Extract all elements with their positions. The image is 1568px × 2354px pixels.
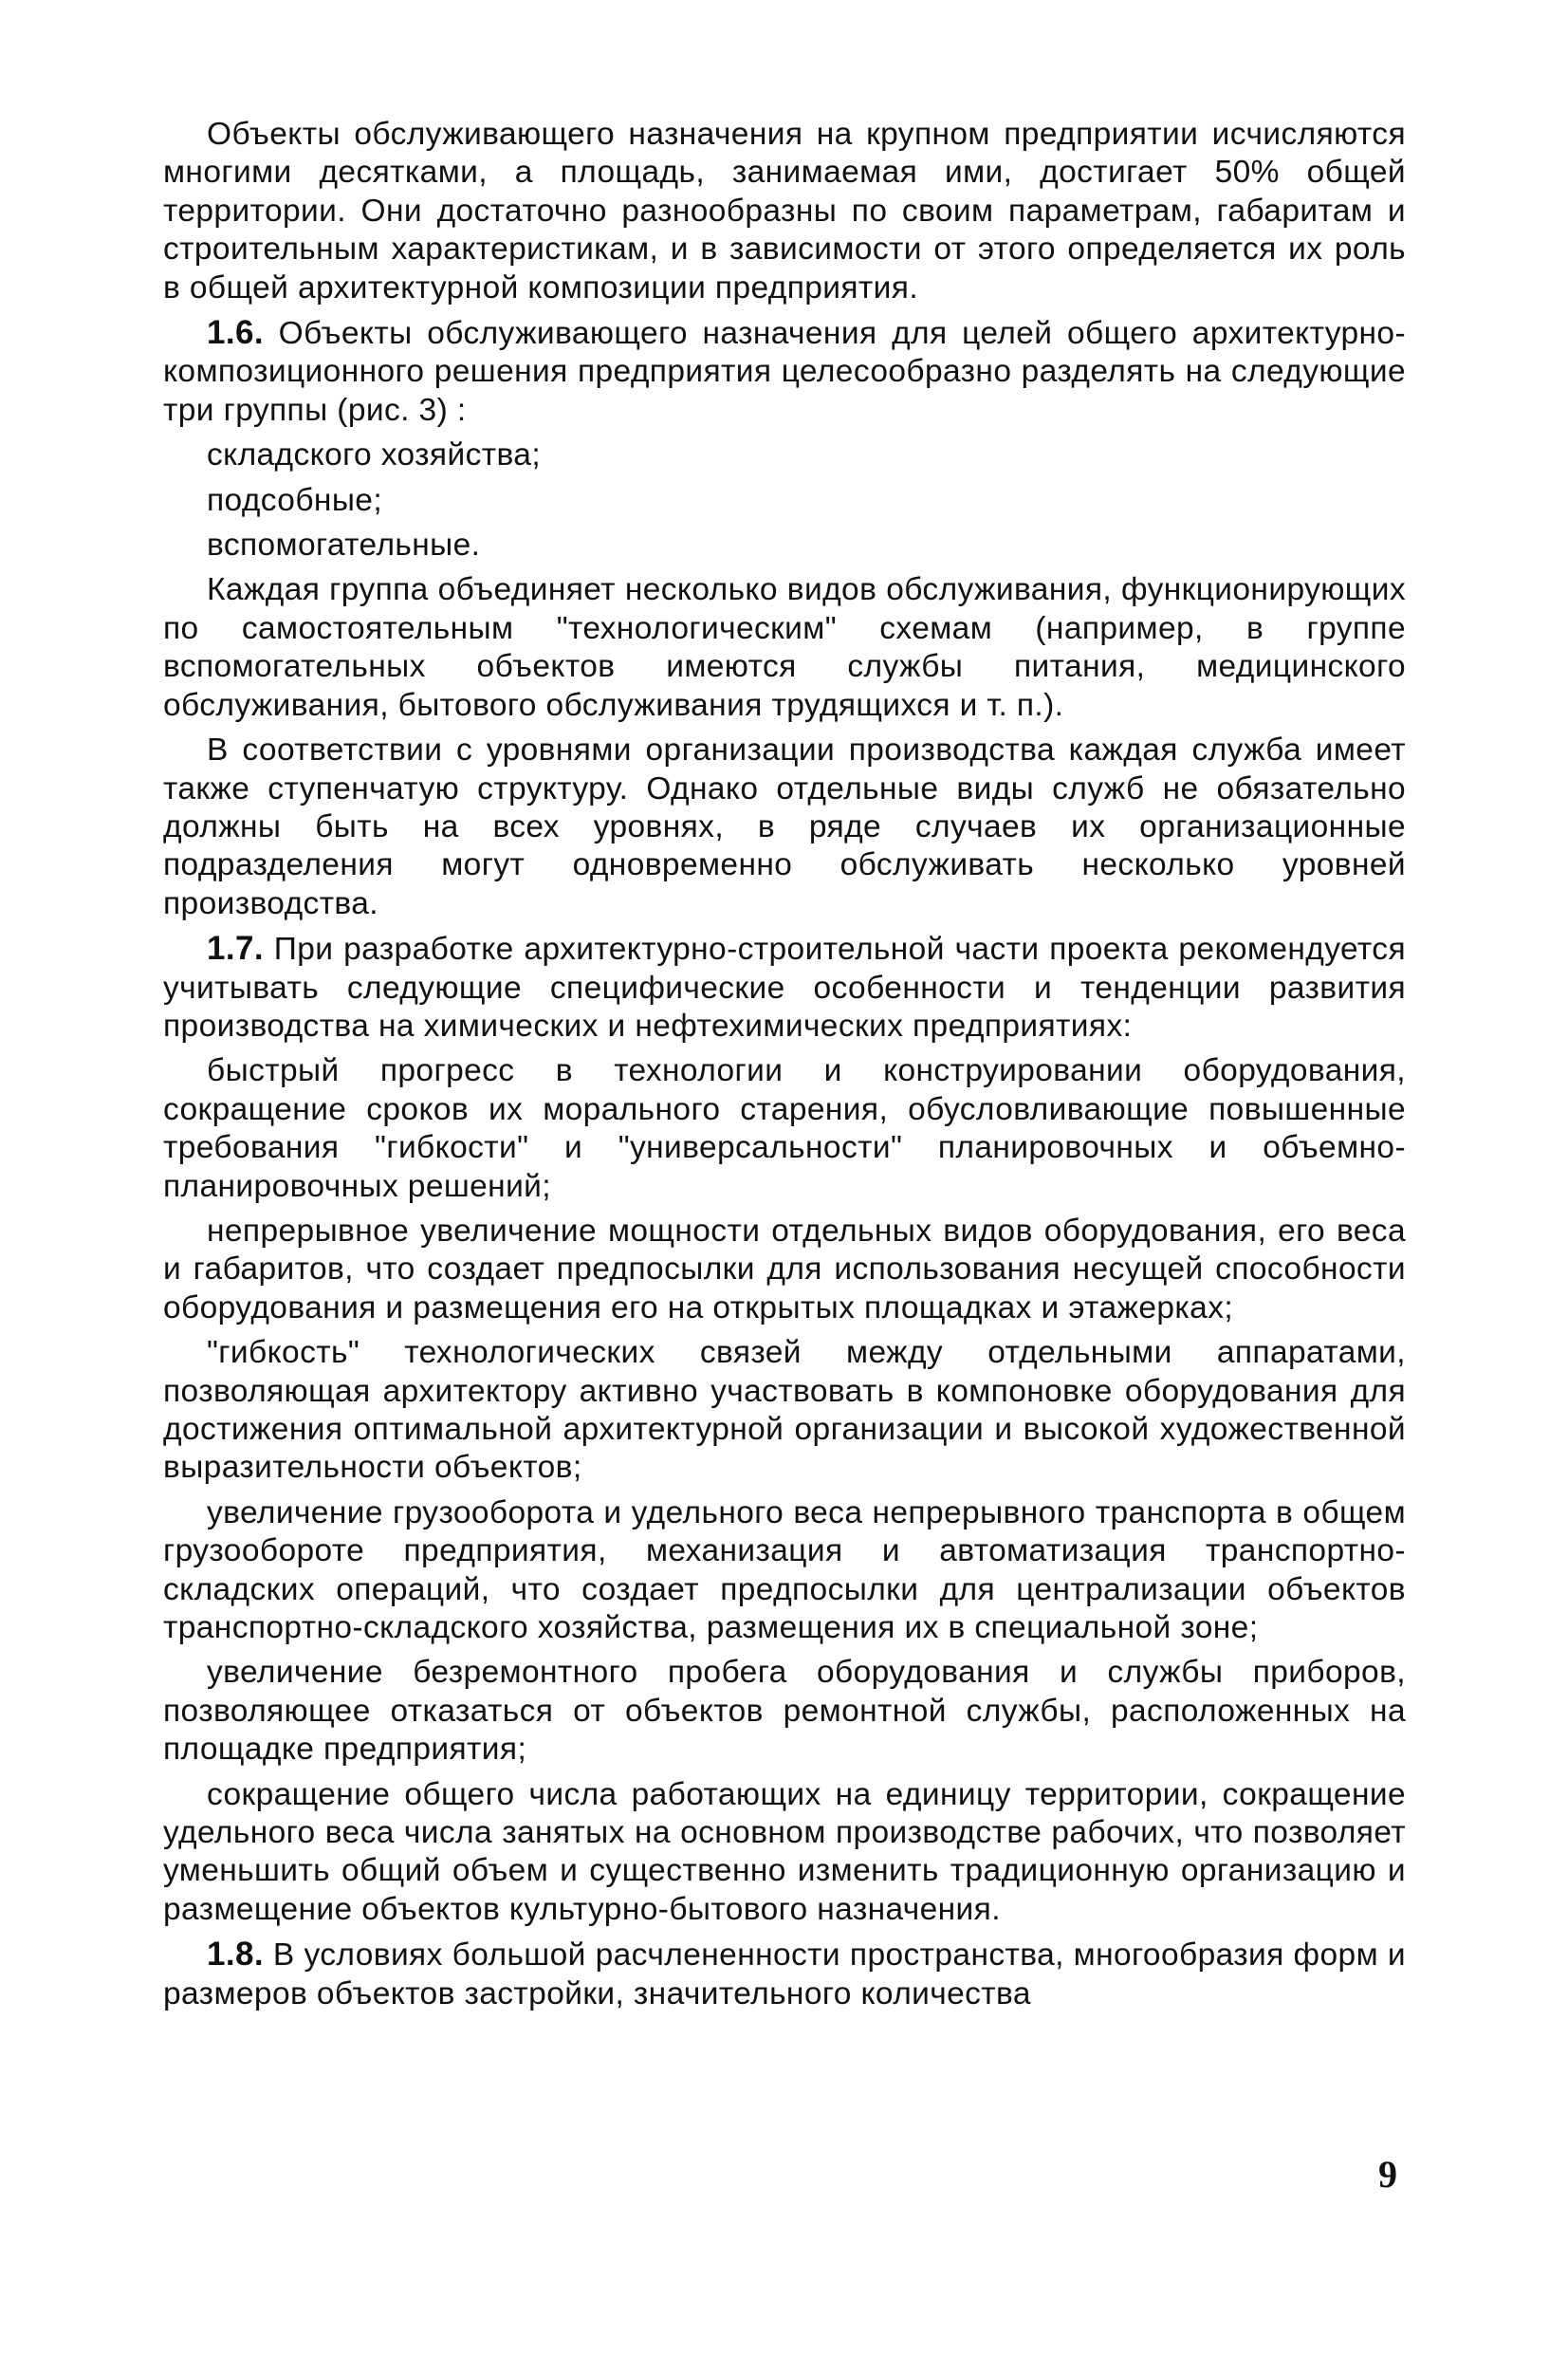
- group-item: складского хозяйства;: [207, 437, 542, 473]
- section-1-6-paragraph-3: В соответствии с уровнями организации производства каждая служба имеет также ступенчатую структуру. Однако отдельные виды служб не обязательно должны быть на всех уровнях, в ряде случаев их организационные подразделения могут одновременно обслуживать несколько уровней производства.: [163, 732, 1406, 921]
- group-item: вспомогательные.: [207, 528, 481, 564]
- section-1-6-text: Объекты обслуживающего назначения для целей общего архитектурно-композиционного решения предприятия целесообразно разделять на следующие три группы (рис. 3) :: [163, 316, 1406, 428]
- intro-paragraph: Объекты обслуживающего назначения на крупном предприятии исчисляются многими десятками, а площадь, занимаемая ими, достигает 50% общей территории. Они достаточно разнообразны по своим параметрам, габаритам и строительным характеристикам, и в зависимости от этого определяется их роль в общей архитектурной композиции предприятия.: [163, 117, 1406, 306]
- section-number-1-8: 1.8.: [207, 1936, 264, 1974]
- body-text: [163, 116, 1406, 2020]
- group-item: подсобные;: [207, 482, 383, 518]
- section-number-1-6: 1.6.: [207, 314, 264, 352]
- section-1-6-paragraph: [163, 314, 1406, 430]
- feature-item: быстрый прогресс в технологии и конструировании оборудования, сокращение сроков их морального старения, обусловливающие повышенные требования "гибкости" и "универсальности" планировочных и объемно-планировочных решений;: [163, 1053, 1406, 1204]
- section-1-8-paragraph: [163, 1936, 1406, 2013]
- section-1-7-paragraph: [163, 930, 1406, 1046]
- feature-item: увеличение безремонтного пробега оборудования и службы приборов, позволяющее отказаться от объектов ремонтной службы, расположенных на площадке предприятия;: [163, 1655, 1406, 1768]
- page-number: 9: [1378, 2153, 1397, 2196]
- feature-item: увеличение грузооборота и удельного веса непрерывного транспорта в общем грузообороте предприятия, механизация и автоматизация транспортно-складских операций, что создает предпосылки для централизации объектов транспортно-складского хозяйства, размещения их в специальной зоне;: [163, 1494, 1406, 1646]
- section-1-7-text: При разработке архитектурно-строительной части проекта рекомендуется учитывать следующие специфические особенности и тенденции развития производства на химических и нефтехимических предприятиях:: [163, 932, 1406, 1044]
- section-1-6-paragraph-2: Каждая группа объединяет несколько видов обслуживания, функционирующих по самостоятельным "технологическим" схемам (например, в группе вспомогательных объектов имеются службы питания, медицинского обслуживания, бытового обслуживания трудящихся и т. п.).: [163, 572, 1406, 723]
- feature-item: непрерывное увеличение мощности отдельных видов оборудования, его веса и габаритов, что создает предпосылки для использования несущей способности оборудования и размещения его на открытых площадках и этажерках;: [163, 1213, 1406, 1325]
- feature-item: сокращение общего числа работающих на единицу территории, сокращение удельного веса числа занятых на основном производстве рабочих, что позволяет уменьшить общий объем и существенно изменить традиционную организацию и размещение объектов культурно-бытового назначения.: [163, 1776, 1406, 1927]
- section-number-1-7: 1.7.: [207, 930, 264, 968]
- section-1-8-text: В условиях большой расчлененности пространства, многообразия форм и размеров объектов застройки, значительного количества: [163, 1937, 1406, 2011]
- feature-item: "гибкость" технологических связей между отдельными аппаратами, позволяющая архитектору активно участвовать в компоновке оборудования для достижения оптимальной архитектурной организации и высокой художественной выразительности объектов;: [163, 1335, 1406, 1486]
